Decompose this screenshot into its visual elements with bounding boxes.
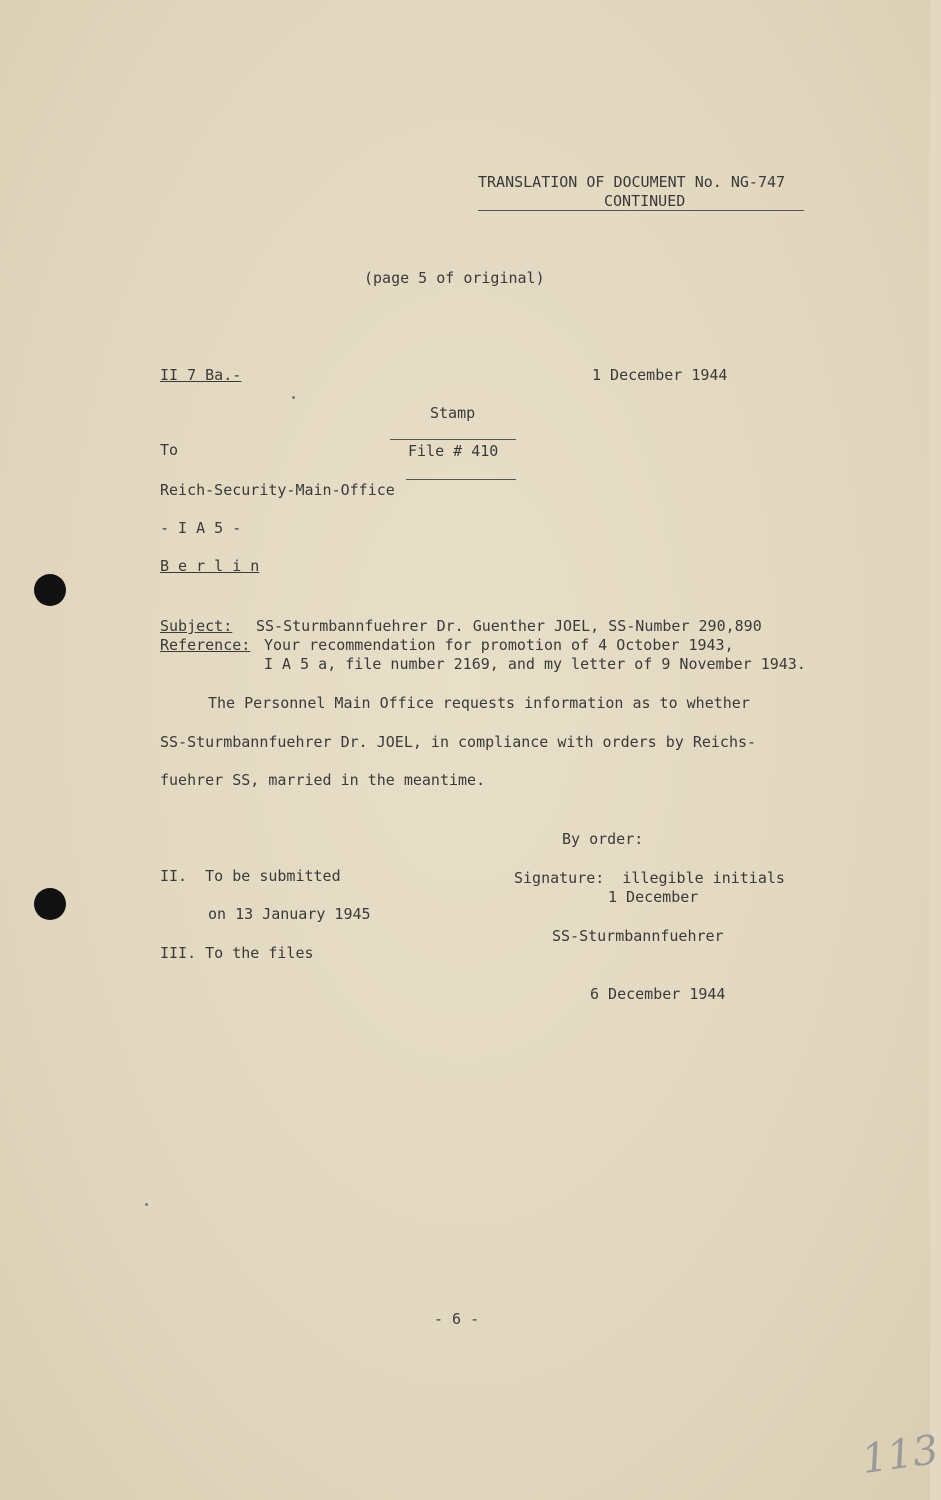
reference-code: II 7 Ba.- bbox=[160, 366, 242, 384]
paper-speck bbox=[145, 1203, 148, 1206]
header-rule bbox=[478, 210, 804, 211]
by-order: By order: bbox=[562, 830, 644, 848]
instruction-ii: II. To be submitted bbox=[160, 867, 341, 885]
document-subtitle: CONTINUED bbox=[604, 192, 686, 210]
reference-line1: Your recommendation for promotion of 4 October 1943, bbox=[264, 636, 734, 654]
stamp-file: File # 410 bbox=[408, 442, 499, 460]
document-title: TRANSLATION OF DOCUMENT No. NG-747 bbox=[478, 173, 786, 191]
paper-speck bbox=[292, 396, 295, 399]
instruction-iii: III. To the files bbox=[160, 944, 314, 962]
page-note: (page 5 of original) bbox=[364, 269, 545, 287]
instruction-ii-date: on 13 January 1945 bbox=[208, 905, 371, 923]
punch-hole-top bbox=[34, 574, 66, 606]
stamp-bottom-rule bbox=[406, 479, 516, 480]
signature-date: 1 December bbox=[608, 888, 699, 906]
reference-line2: I A 5 a, file number 2169, and my letter of 9 November 1943. bbox=[264, 655, 806, 673]
reference-label: Reference: bbox=[160, 636, 251, 654]
date-top: 1 December 1944 bbox=[592, 366, 728, 384]
address-org: Reich-Security-Main-Office bbox=[160, 481, 395, 499]
margin-note: 113 bbox=[859, 1426, 941, 1484]
subject-label: Subject: bbox=[160, 617, 233, 635]
stamp-label: Stamp bbox=[430, 404, 476, 422]
subject-text: SS-Sturmbannfuehrer Dr. Guenther JOEL, SS-Number 290,890 bbox=[256, 617, 762, 635]
stamp-top-rule bbox=[390, 439, 516, 440]
punch-hole-bottom bbox=[34, 888, 66, 920]
address-dept: - I A 5 - bbox=[160, 519, 242, 537]
address-city: B e r l i n bbox=[160, 557, 260, 575]
body-line-1: The Personnel Main Office requests information as to whether bbox=[208, 694, 750, 712]
page-number: - 6 - bbox=[434, 1310, 480, 1328]
final-date: 6 December 1944 bbox=[590, 985, 726, 1003]
body-line-3: fuehrer SS, married in the meantime. bbox=[160, 771, 486, 789]
signature-line: Signature: illegible initials bbox=[514, 869, 785, 887]
signer-rank: SS-Sturmbannfuehrer bbox=[552, 927, 724, 945]
body-line-2: SS-Sturmbannfuehrer Dr. JOEL, in compliance with orders by Reichs- bbox=[160, 733, 757, 751]
address-to: To bbox=[160, 441, 179, 459]
